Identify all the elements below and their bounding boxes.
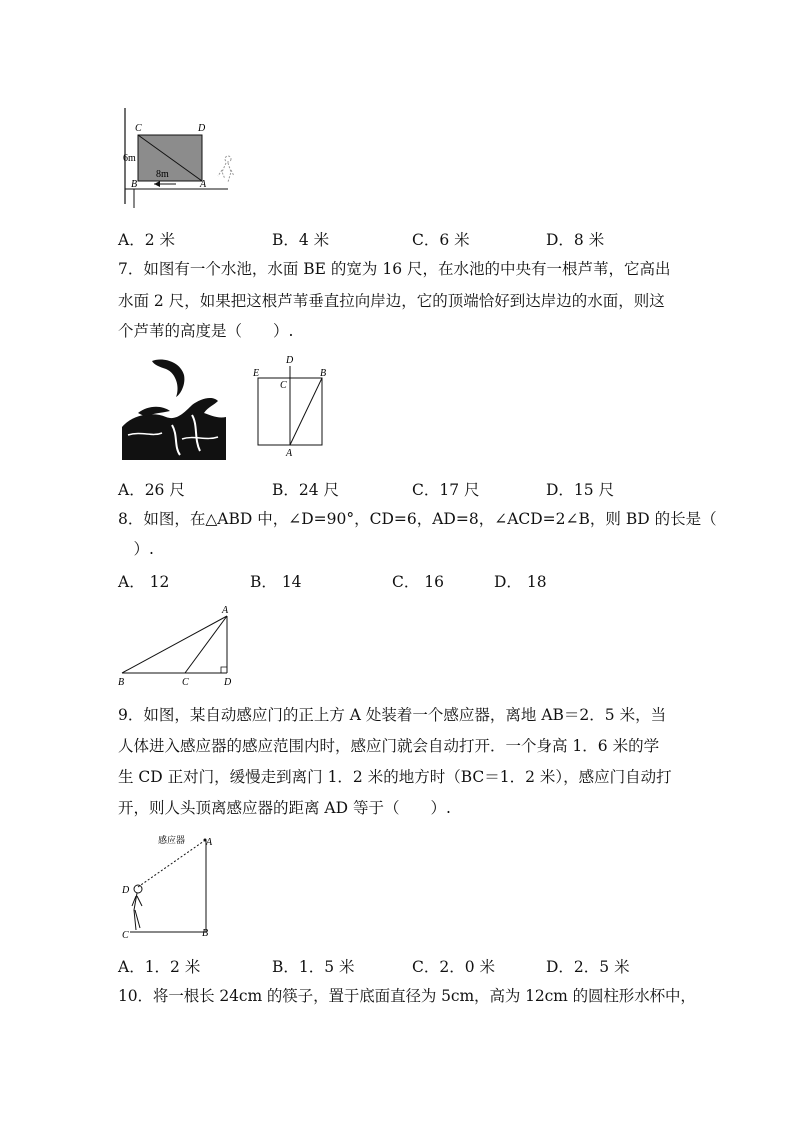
q6-option-d: D．8 米	[546, 231, 605, 249]
q6-height-label: 6m	[123, 153, 136, 164]
q8-option-c: C． 16	[392, 573, 445, 591]
q7-reed-photo	[122, 355, 226, 460]
q8-option-a: A． 12	[118, 573, 170, 591]
q8-line-2: ）.	[118, 540, 154, 558]
q8-line-1: 8．如图，在△ABD 中，∠D=90°，CD=6，AD=8，∠ACD=2∠B，则 BD 的长是（	[118, 510, 717, 528]
q8-option-b: B． 14	[250, 573, 302, 591]
q9-option-b: B．1．5 米	[272, 958, 355, 976]
q7-line-3: 个芦苇的高度是（ ）.	[118, 322, 294, 340]
q8-option-d: D． 18	[494, 573, 547, 591]
q9-label-C: C	[122, 930, 129, 941]
q9-line-3: 生 CD 正对门，缓慢走到离门 1．2 米的地方时（BC＝1．2 米），感应门自动打	[118, 768, 672, 786]
q9-option-d: D．2．5 米	[546, 958, 630, 976]
q7-label-A: A	[286, 448, 293, 459]
q6-label-D: D	[198, 123, 206, 134]
q7-label-E: E	[253, 368, 260, 379]
q7-line-2: 水面 2 尺，如果把这根芦苇垂直拉向岸边，它的顶端恰好到达岸边的水面，则这	[118, 292, 665, 310]
q6-option-b: B．4 米	[272, 231, 330, 249]
q6-option-a: A．2 米	[118, 231, 175, 249]
q8-label-A: A	[222, 605, 229, 616]
q7-figure	[250, 352, 330, 460]
q9-label-B: B	[202, 928, 209, 939]
q7-option-b: B．24 尺	[272, 481, 340, 499]
q8-label-D: D	[224, 677, 232, 688]
q9-line-4: 开，则人头顶离感应器的距离 AD 等于（ ）.	[118, 799, 451, 817]
q8-label-B: B	[118, 677, 125, 688]
q6-label-B: B	[131, 179, 138, 190]
q9-figure	[118, 830, 228, 942]
q7-label-B: B	[320, 368, 327, 379]
q7-line-1: 7．如图有一个水池，水面 BE 的宽为 16 尺，在水池的中央有一根芦苇，它高出	[118, 260, 671, 278]
q9-sensor-label: 感应器	[158, 835, 186, 845]
q6-figure	[118, 104, 248, 212]
q9-line-2: 人体进入感应器的感应范围内时，感应门就会自动打开．一个身高 1．6 米的学	[118, 737, 660, 755]
q7-option-a: A．26 尺	[118, 481, 185, 499]
q9-option-a: A．1．2 米	[118, 958, 201, 976]
q7-label-D: D	[286, 355, 294, 366]
q10-line-1: 10．将一根长 24cm 的筷子，置于底面直径为 5cm，高为 12cm 的圆柱形水杯中，	[118, 987, 696, 1005]
q6-label-A: A	[200, 179, 207, 190]
q9-label-A: A	[206, 837, 213, 848]
q7-option-d: D．15 尺	[546, 481, 615, 499]
q6-option-c: C．6 米	[412, 231, 470, 249]
q9-line-1: 9．如图，某自动感应门的正上方 A 处装着一个感应器，离地 AB＝2．5 米，当	[118, 706, 667, 724]
q6-label-C: C	[135, 123, 142, 134]
q9-label-D: D	[122, 885, 130, 896]
person-sketch-icon	[218, 156, 234, 182]
q6-width-label: 8m	[156, 169, 169, 180]
q7-option-c: C．17 尺	[412, 481, 480, 499]
person-icon	[132, 885, 142, 930]
q7-label-C: C	[280, 380, 287, 391]
q9-option-c: C．2．0 米	[412, 958, 496, 976]
q8-figure	[114, 602, 244, 690]
q8-label-C: C	[182, 677, 189, 688]
